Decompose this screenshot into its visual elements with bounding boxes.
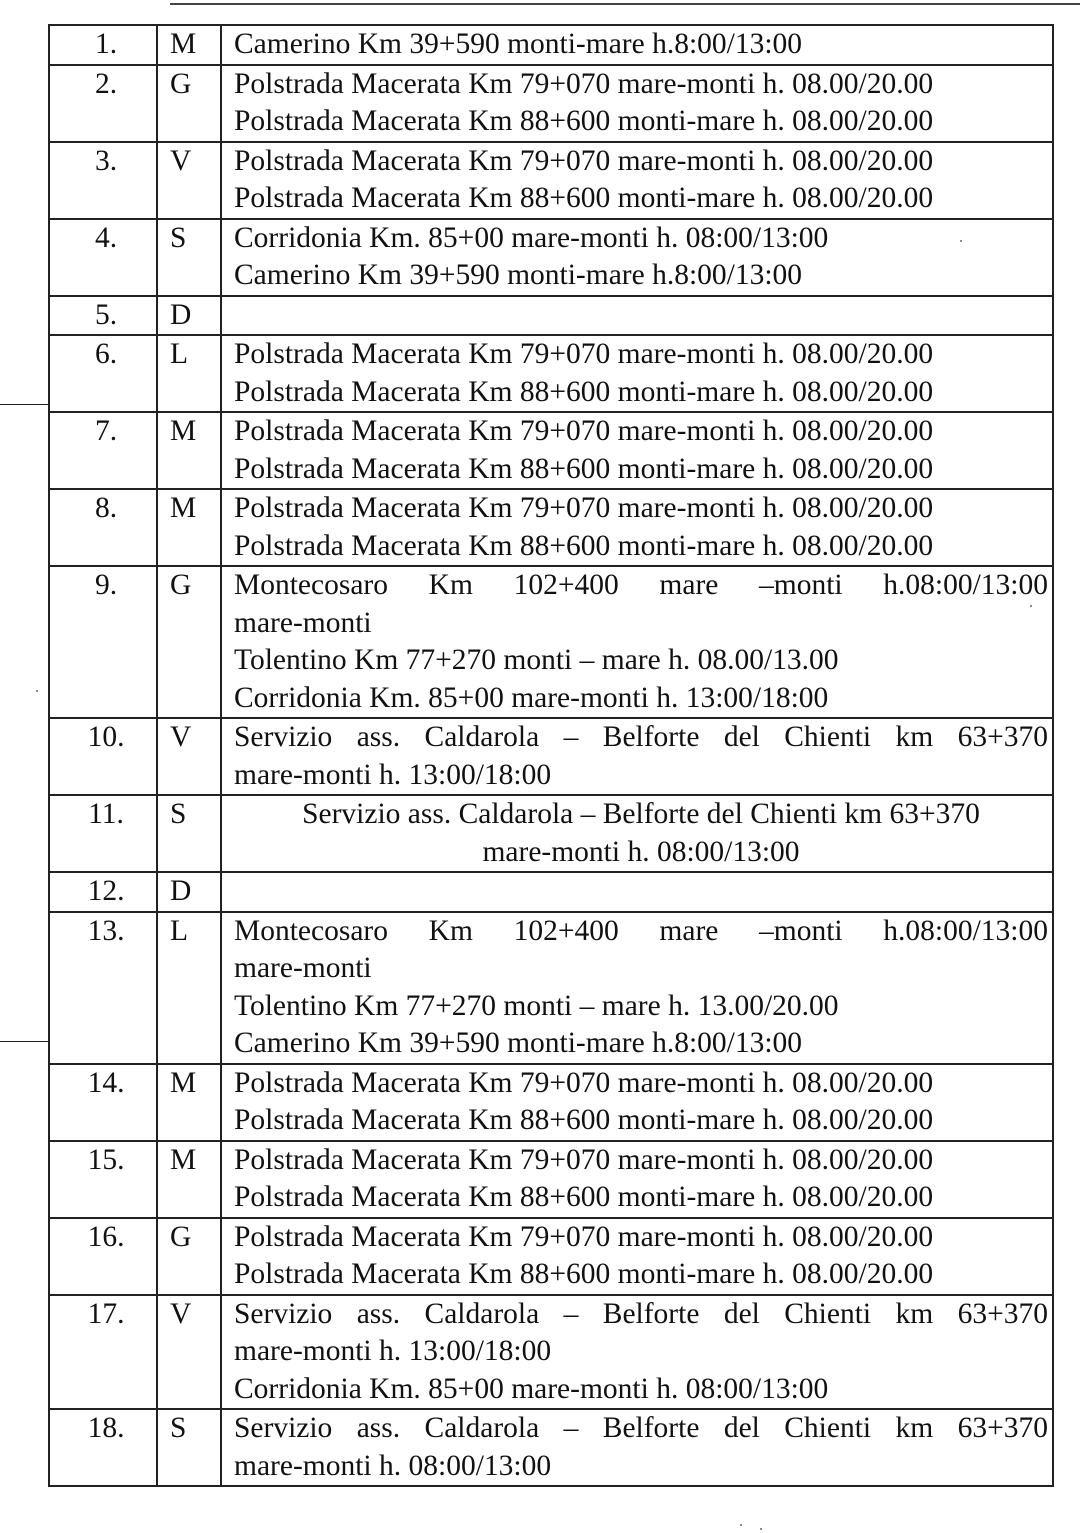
top-rule (170, 3, 1080, 5)
weekday-letter: G (157, 65, 221, 142)
service-line: Servizio ass. Caldarola – Belforte del Chienti km 63+370 (234, 1297, 1048, 1330)
service-line: Polstrada Macerata Km 88+600 monti-mare h. 08.00/20.00 (234, 529, 934, 562)
service-line: Tolentino Km 77+270 monti – mare h. 13.00/20.00 (234, 989, 839, 1022)
table-row (49, 335, 1053, 412)
row-number: 1. (94, 28, 118, 60)
row-number: 16. (87, 1220, 125, 1253)
row-number: 4. (94, 221, 118, 254)
service-line: Servizio ass. Caldarola – Belforte del Chienti km 63+370 (234, 1412, 1048, 1444)
weekday-letter: G (157, 1218, 221, 1295)
service-description-cell (221, 65, 1053, 142)
row-number-cell (49, 1218, 157, 1295)
service-description-cell (221, 566, 1053, 718)
empty-description (234, 297, 1048, 335)
row-number-cell (49, 1141, 157, 1218)
service-line: Polstrada Macerata Km 88+600 monti-mare h. 08.00/20.00 (234, 375, 934, 408)
table-row (49, 296, 1053, 336)
row-number-cell (49, 219, 157, 296)
table-row (49, 25, 1053, 65)
service-description-cell (221, 872, 1053, 912)
service-description-cell (221, 718, 1053, 795)
service-line: Polstrada Macerata Km 88+600 monti-mare h. 08.00/20.00 (234, 452, 934, 485)
row-number: 5. (94, 298, 118, 331)
service-line: Polstrada Macerata Km 88+600 monti-mare h. 08.00/20.00 (234, 1258, 934, 1290)
service-line: Polstrada Macerata Km 88+600 monti-mare h. 08.00/20.00 (234, 1181, 934, 1213)
row-number-cell (49, 795, 157, 872)
row-number: 11. (88, 798, 124, 830)
service-description-cell (221, 296, 1053, 336)
table-row (49, 412, 1053, 489)
service-line: Polstrada Macerata Km 79+070 mare-monti h. 08.00/20.00 (234, 1220, 934, 1253)
empty-description (234, 873, 1048, 911)
service-line: Polstrada Macerata Km 79+070 mare-monti h. 08.00/20.00 (234, 1143, 934, 1176)
row-number: 9. (94, 569, 118, 601)
table-row (49, 912, 1053, 1064)
service-line: mare-monti h. 08:00/13:00 (482, 835, 800, 868)
weekday-letter: M (157, 489, 221, 566)
weekday-letter: G (157, 566, 221, 718)
weekday-letter: V (157, 142, 221, 219)
table-row (49, 489, 1053, 566)
service-line: mare-monti h. 08:00/13:00 (234, 1449, 552, 1482)
weekday-letter: V (157, 718, 221, 795)
row-number: 10. (87, 721, 125, 753)
service-line: Polstrada Macerata Km 79+070 mare-monti h. 08.00/20.00 (234, 492, 934, 524)
service-line: Polstrada Macerata Km 88+600 monti-mare h. 08.00/20.00 (234, 1104, 934, 1136)
service-description-cell (221, 219, 1053, 296)
row-number: 13. (87, 914, 125, 947)
table-row (49, 1141, 1053, 1218)
service-line: Polstrada Macerata Km 88+600 monti-mare h. 08.00/20.00 (234, 182, 934, 214)
service-line: Montecosaro Km 102+400 mare –monti h.08:00/13:00 (234, 569, 1048, 601)
table-row (49, 1218, 1053, 1295)
service-line: Montecosaro Km 102+400 mare –monti h.08:00/13:00 (234, 914, 1048, 947)
service-line: mare-monti (234, 606, 372, 639)
table-row (49, 1295, 1053, 1410)
row-number-cell (49, 142, 157, 219)
row-number-cell (49, 566, 157, 718)
table-row (49, 219, 1053, 296)
service-description-cell (221, 1141, 1053, 1218)
table-row (49, 1409, 1053, 1486)
service-line: Servizio ass. Caldarola – Belforte del Chienti km 63+370 (302, 798, 980, 830)
table-row (49, 872, 1053, 912)
service-description-cell (221, 795, 1053, 872)
weekday-letter: M (157, 1064, 221, 1141)
weekday-letter: M (157, 25, 221, 65)
service-line: mare-monti h. 13:00/18:00 (234, 758, 552, 791)
table-row (49, 795, 1053, 872)
weekday-letter: D (157, 872, 221, 912)
service-description-cell (221, 1064, 1053, 1141)
service-description-cell (221, 412, 1053, 489)
row-number: 2. (94, 67, 118, 100)
table-row (49, 1064, 1053, 1141)
service-line: Servizio ass. Caldarola – Belforte del Chienti km 63+370 (234, 721, 1048, 753)
service-description-cell (221, 489, 1053, 566)
service-description-cell (221, 142, 1053, 219)
weekday-letter: L (157, 335, 221, 412)
service-line: Corridonia Km. 85+00 mare-monti h. 08:00/13:00 (234, 1372, 829, 1405)
weekday-letter: L (157, 912, 221, 1064)
row-number-cell (49, 296, 157, 336)
service-description-cell (221, 912, 1053, 1064)
service-line: Camerino Km 39+590 monti-mare h.8:00/13:00 (234, 28, 803, 60)
row-number-cell (49, 489, 157, 566)
left-margin-mark (0, 404, 50, 405)
service-description-cell (221, 335, 1053, 412)
table-row (49, 65, 1053, 142)
weekday-letter: D (157, 296, 221, 336)
row-number-cell (49, 1295, 157, 1410)
service-line: Polstrada Macerata Km 79+070 mare-monti h. 08.00/20.00 (234, 67, 934, 100)
table-row (49, 566, 1053, 718)
row-number-cell (49, 912, 157, 1064)
service-line: mare-monti h. 13:00/18:00 (234, 1335, 552, 1367)
row-number: 14. (87, 1066, 125, 1099)
service-line: Tolentino Km 77+270 monti – mare h. 08.00/13.00 (234, 644, 839, 676)
row-number: 15. (87, 1143, 125, 1176)
row-number: 3. (94, 144, 118, 177)
service-description-cell (221, 1295, 1053, 1410)
service-line: Polstrada Macerata Km 79+070 mare-monti h. 08.00/20.00 (234, 144, 934, 177)
weekday-letter: S (157, 1409, 221, 1486)
service-line: Polstrada Macerata Km 79+070 mare-monti h. 08.00/20.00 (234, 338, 934, 370)
service-line: Corridonia Km. 85+00 mare-monti h. 13:00/18:00 (234, 681, 829, 714)
service-description-cell (221, 1409, 1053, 1486)
row-number-cell (49, 65, 157, 142)
row-number: 17. (87, 1297, 125, 1330)
row-number: 6. (94, 338, 118, 370)
weekday-letter: M (157, 412, 221, 489)
service-description-cell (221, 1218, 1053, 1295)
row-number: 8. (94, 492, 118, 524)
left-margin-mark (0, 1041, 50, 1042)
service-line: mare-monti (234, 952, 372, 984)
row-number-cell (49, 1409, 157, 1486)
weekday-letter: V (157, 1295, 221, 1410)
weekday-letter: S (157, 219, 221, 296)
service-line: Camerino Km 39+590 monti-mare h.8:00/13:00 (234, 1027, 803, 1059)
scan-speck (36, 690, 38, 692)
service-line: Polstrada Macerata Km 79+070 mare-monti h. 08.00/20.00 (234, 1066, 934, 1099)
row-number: 12. (87, 875, 125, 907)
service-line: Polstrada Macerata Km 88+600 monti-mare h. 08.00/20.00 (234, 105, 934, 137)
scan-speck (740, 1524, 742, 1526)
schedule-table (48, 24, 1054, 1487)
row-number-cell (49, 412, 157, 489)
row-number-cell (49, 718, 157, 795)
row-number-cell (49, 25, 157, 65)
row-number-cell (49, 335, 157, 412)
row-number: 7. (94, 415, 118, 447)
service-line: Corridonia Km. 85+00 mare-monti h. 08:00/13:00 (234, 221, 829, 254)
service-description-cell (221, 25, 1053, 65)
scan-speck (760, 1528, 762, 1530)
weekday-letter: S (157, 795, 221, 872)
weekday-letter: M (157, 1141, 221, 1218)
row-number-cell (49, 1064, 157, 1141)
row-number: 18. (87, 1412, 125, 1444)
table-row (49, 718, 1053, 795)
service-line: Polstrada Macerata Km 79+070 mare-monti h. 08.00/20.00 (234, 415, 934, 447)
table-row (49, 142, 1053, 219)
schedule-body (49, 25, 1053, 1486)
service-line: Camerino Km 39+590 monti-mare h.8:00/13:00 (234, 259, 803, 291)
row-number-cell (49, 872, 157, 912)
